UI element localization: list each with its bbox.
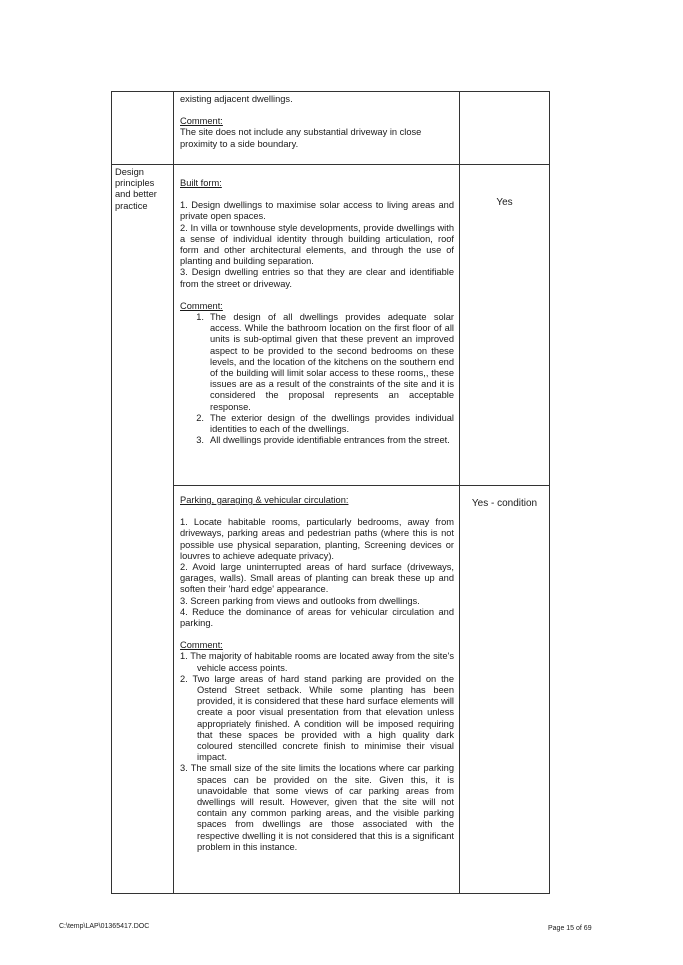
content-cell <box>174 92 460 165</box>
table-row <box>112 165 550 486</box>
comment-label: Comment: <box>180 116 223 127</box>
table-row <box>112 92 550 165</box>
section-label: Design principles and better practice <box>115 167 157 211</box>
list-item: 2. In villa or townhouse style developments, provide dwellings with a sense of individual identity through building articulation, roof form and other architectural elements, and through the use of planting and building separation. <box>180 222 454 267</box>
list-item: 2. Avoid large uninterrupted areas of hard surface (driveways, garages, walls). Small areas of planting can break these up and soften their 'hard edge' appearance. <box>180 562 454 595</box>
table-row <box>112 486 550 894</box>
answer-value: Yes - condition <box>471 498 538 509</box>
content-cell <box>174 486 460 894</box>
list-item: 1. Design dwellings to maximise solar access to living areas and private open spaces. <box>180 200 454 222</box>
footer-file-path: C:\temp\LAP\01365417.DOC <box>59 923 150 930</box>
comment-text: The site does not include any substantial driveway in close proximity to a side boundary. <box>180 127 422 149</box>
list-item: 3. Screen parking from views and outlooks from dwellings. <box>180 595 420 606</box>
comment-label: Comment: <box>180 640 223 651</box>
comment-item: 3. The small size of the site limits the locations where car parking spaces can be provided on the site. Given this, it is unavoidable that some views of car parking areas from dwellings will result. However, given that the site will not contain any common parking areas, and the visible parking spaces from dwellings are those associated with the respective dwelling it is not considered that this is a significant problem in this instance. <box>180 763 454 852</box>
answer-cell <box>460 92 550 165</box>
label-cell <box>112 92 174 165</box>
answer-cell <box>460 165 550 486</box>
section-heading: Built form: <box>180 178 222 188</box>
comment-item: 2. The exterior design of the dwellings provides individual identities to each of the dwellings. <box>196 412 454 435</box>
assessment-table <box>111 91 550 894</box>
content-cell <box>174 165 460 486</box>
comment-label: Comment: <box>180 300 223 311</box>
comment-item: 1. The majority of habitable rooms are located away from the site's vehicle access points. <box>180 651 454 673</box>
list-item: 1. Locate habitable rooms, particularly bedrooms, away from driveways, parking areas and pedestrian paths (where this is not possible use physical separation, planting, Screening devices or louvres to achieve adequate privacy). <box>180 517 454 561</box>
comment-item: 2. Two large areas of hard stand parking are provided on the Ostend Street setback. While some planting has been provided, it is considered that these hard surface elements will create a poor visual presentation from that elevation unless appropriately finished. A condition will be imposed requiring that these spaces be provided with a high quality dark coloured stencilled concrete finish to minimise their visual impact. <box>180 673 454 763</box>
list-item: 4. Reduce the dominance of areas for vehicular circulation and parking. <box>180 606 454 629</box>
footer-page-number: Page 15 of 69 <box>548 925 592 932</box>
answer-cell <box>460 486 550 894</box>
comment-item: 1. The design of all dwellings provides adequate solar access. While the bathroom location on the first floor of all units is sub-optimal given that these prevent an improved aspect to be provided to the second bedrooms on these levels, and the location of the kitchens on the southern end of the building will limit solar access to these rooms,, these issues are as a result of the constraints of the site and it is considered the proposal represents an acceptable response. <box>196 312 454 412</box>
label-cell <box>112 165 174 894</box>
answer-value: Yes <box>496 197 513 208</box>
list-item: 3. Design dwelling entries so that they are clear and identifiable from the street or driveway. <box>180 267 454 289</box>
continuation-text: existing adjacent dwellings. <box>180 94 293 104</box>
section-heading: Parking, garaging & vehicular circulation: <box>180 495 349 505</box>
comment-item: 3. All dwellings provide identifiable entrances from the street. <box>196 435 450 446</box>
